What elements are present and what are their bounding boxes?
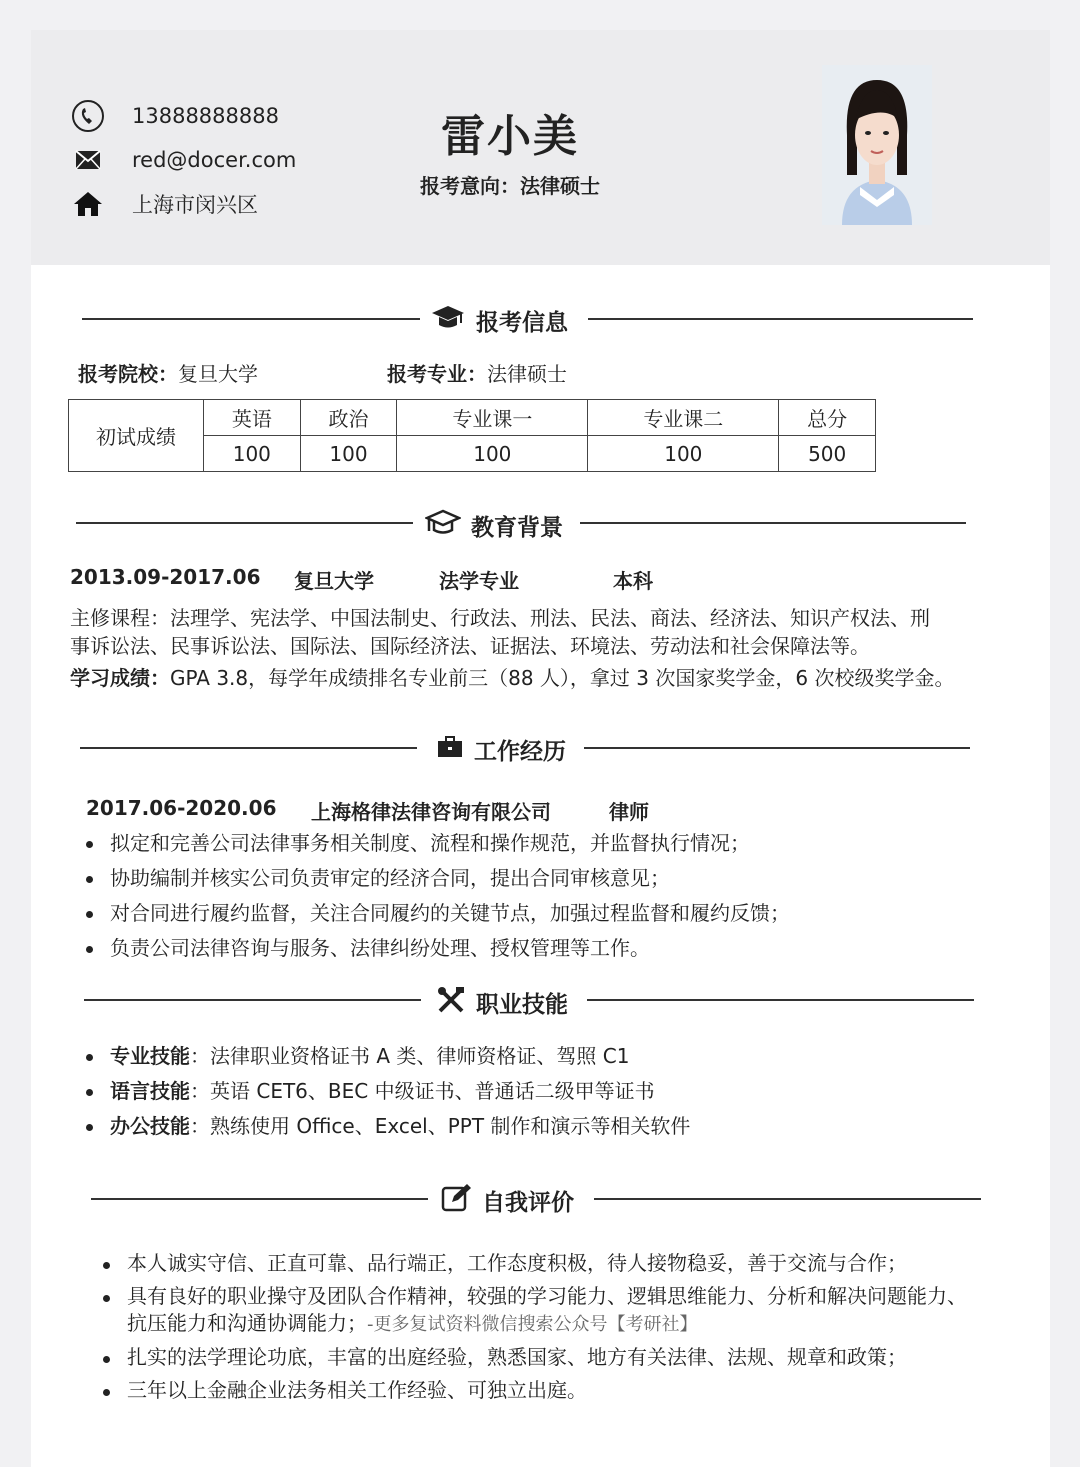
- section-divider-left: [84, 999, 421, 1001]
- work-duties: [84, 826, 790, 966]
- list-item: 扎实的法学理论功底，丰富的出庭经验，熟悉国家、地方有关法律、法规、规章和政策；: [101, 1341, 967, 1374]
- score-value: 500: [779, 436, 876, 472]
- school-value: 复旦大学: [178, 362, 258, 386]
- skill-label: 办公技能: [110, 1114, 190, 1138]
- skill-label: 语言技能: [110, 1079, 190, 1103]
- section-heading: 工作经历: [474, 738, 566, 765]
- edu-courses-line1: 主修课程：法理学、宪法学、中国法制史、行政法、刑法、民法、商法、经济法、知识产权法、刑: [70, 606, 930, 630]
- edu-courses-line2: 事诉讼法、民事诉讼法、国际法、国际经济法、证据法、环境法、劳动法和社会保障法等。: [70, 634, 870, 658]
- section-heading: 报考信息: [476, 309, 568, 336]
- edu-achievement: [70, 662, 954, 691]
- score-value: 100: [588, 436, 779, 472]
- major-value: 法律硕士: [487, 362, 567, 386]
- list-item: 负责公司法律咨询与服务、法律纠纷处理、授权管理等工作。: [84, 931, 790, 966]
- section-heading: 职业技能: [476, 991, 568, 1018]
- score-table: [68, 399, 876, 472]
- major-label: 报考专业：: [387, 362, 487, 386]
- candidate-name: 雷小美: [441, 111, 579, 162]
- phone-icon: [70, 99, 106, 133]
- list-item: 对合同进行履约监督，关注合同履约的关键节点，加强过程监督和履约反馈；: [84, 896, 790, 931]
- section-divider-right: [580, 522, 966, 524]
- skill-text: ：法律职业资格证书 A 类、律师资格证、驾照 C1: [190, 1044, 630, 1068]
- phone-text: 13888888888: [132, 104, 279, 128]
- exam-intent: 报考意向：法律硕士: [420, 174, 600, 198]
- graduation-cap-icon: [430, 303, 466, 337]
- list-item: [84, 1109, 690, 1144]
- work-company: 上海格律法律咨询有限公司: [311, 800, 551, 824]
- achievement-label: 学习成绩：: [70, 666, 170, 690]
- contact-email: [70, 143, 296, 177]
- skill-text: ：英语 CET6、BEC 中级证书、普通话二级甲等证书: [190, 1079, 655, 1103]
- achievement-text: GPA 3.8，每学年成绩排名专业前三（88 人），拿过 3 次国家奖学金，6 次校级奖学金。: [170, 666, 955, 690]
- list-item: 协助编制并核实公司负责审定的经济合同，提出合同审核意见；: [84, 861, 790, 896]
- section-title-exam: [430, 300, 568, 340]
- score-value: 100: [204, 436, 301, 472]
- section-title-self: [440, 1180, 574, 1220]
- list-item: [84, 1074, 690, 1109]
- section-title-education: [425, 505, 563, 545]
- edu-degree: 本科: [613, 569, 653, 593]
- tools-icon: [436, 986, 466, 1018]
- edu-school: 复旦大学: [294, 569, 374, 593]
- self-eval-list: [101, 1247, 967, 1407]
- email-text: red@docer.com: [132, 148, 297, 172]
- section-divider-right: [594, 1198, 981, 1200]
- score-header: 专业课二: [588, 400, 779, 436]
- self-eval-text: 抗压能力和沟通协调能力；: [127, 1311, 367, 1335]
- section-divider-left: [76, 522, 413, 524]
- home-icon: [70, 187, 106, 221]
- score-value: 100: [397, 436, 588, 472]
- list-item: 拟定和完善公司法律事务相关制度、流程和操作规范，并监督执行情况；: [84, 826, 790, 861]
- contact-address: [70, 187, 258, 221]
- note-text: -更多复试资料微信搜索公众号【考研社】: [367, 1314, 698, 1335]
- edu-period: 2013.09-2017.06: [70, 565, 261, 589]
- score-header: 政治: [300, 400, 397, 436]
- skills-list: [84, 1039, 690, 1144]
- section-heading: 教育背景: [471, 514, 563, 541]
- list-item: 三年以上金融企业法务相关工作经验、可独立出庭。: [101, 1374, 967, 1407]
- list-item: 具有良好的职业操守及团队合作精神，较强的学习能力、逻辑思维能力、分析和解决问题能力、: [101, 1280, 967, 1313]
- edit-icon: [440, 1182, 472, 1218]
- section-divider-left: [82, 318, 420, 320]
- list-item: 本人诚实守信、正直可靠、品行端正，工作态度积极，待人接物稳妥，善于交流与合作；: [101, 1247, 967, 1280]
- section-divider-left: [91, 1198, 428, 1200]
- target-major: [387, 358, 567, 387]
- score-header: 专业课一: [397, 400, 588, 436]
- edu-major: 法学专业: [439, 569, 519, 593]
- section-title-skills: [436, 982, 568, 1022]
- work-role: 律师: [609, 800, 649, 824]
- section-title-work: [436, 729, 566, 769]
- section-divider-right: [587, 999, 974, 1001]
- mail-icon: [70, 143, 106, 177]
- list-item: [84, 1039, 690, 1074]
- school-label: 报考院校：: [78, 362, 178, 386]
- section-divider-left: [80, 747, 417, 749]
- section-divider-right: [588, 318, 973, 320]
- section-heading: 自我评价: [482, 1189, 574, 1216]
- skill-label: 专业技能: [110, 1044, 190, 1068]
- score-row-label: 初试成绩: [69, 400, 204, 472]
- score-header: 英语: [204, 400, 301, 436]
- contact-phone: [70, 99, 279, 133]
- graduation-cap-icon: [425, 509, 461, 541]
- skill-text: ：熟练使用 Office、Excel、PPT 制作和演示等相关软件: [190, 1114, 691, 1138]
- profile-photo: [822, 65, 932, 225]
- section-divider-right: [584, 747, 970, 749]
- score-header: 总分: [779, 400, 876, 436]
- target-school: [78, 358, 258, 387]
- work-period: 2017.06-2020.06: [86, 796, 277, 820]
- briefcase-icon: [436, 735, 464, 763]
- address-text: 上海市闵兴区: [132, 193, 258, 217]
- score-value: 100: [300, 436, 397, 472]
